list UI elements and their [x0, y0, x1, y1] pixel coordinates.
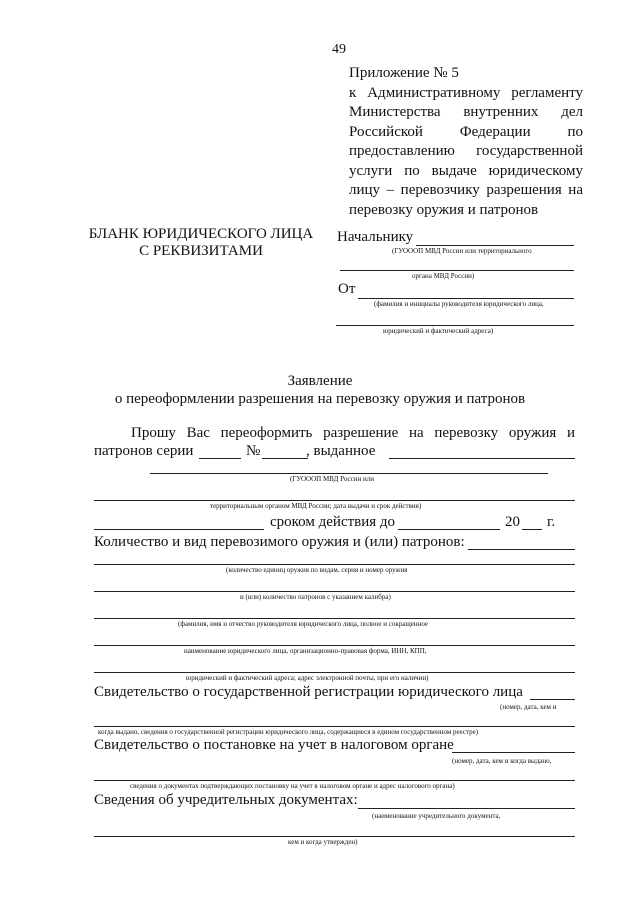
founding-field-line-2[interactable]	[94, 836, 575, 837]
caption-head-2: наименование юридического лица, организационно-правовая форма, ИНН, КПП,	[184, 647, 427, 655]
to-label: Начальнику	[337, 229, 414, 245]
appendix-line: лицу – перевозчику разрешения на	[349, 182, 583, 198]
state-reg-field[interactable]	[530, 699, 575, 700]
caption-founding-2: кем и когда утвержден)	[288, 838, 358, 846]
appendix-line: услуги по выдаче юридическому	[349, 162, 583, 179]
head-field-line-2[interactable]	[94, 645, 575, 646]
year-prefix: 20	[505, 514, 520, 530]
appendix-line: Российской Федерации по	[349, 123, 583, 140]
tax-field-line-2[interactable]	[94, 780, 575, 781]
blank-line-2: С РЕКВИЗИТАМИ	[139, 243, 263, 259]
statement-title: Заявление	[287, 373, 353, 389]
caption-head-3: юридический и фактический адреса; адрес электронной почты, при его наличии)	[186, 674, 429, 682]
issued-label: , выданное	[306, 443, 376, 459]
head-field-line-1[interactable]	[94, 618, 575, 619]
validity-date-field[interactable]	[398, 529, 500, 530]
caption-tax-1: (номер, дата, кем и когда выдано,	[452, 757, 552, 765]
request-text: Прошу Вас переоформить разрешение на перевозку оружия и	[131, 425, 575, 441]
from-field-line-2[interactable]	[336, 325, 574, 326]
from-label: От	[338, 281, 356, 297]
from-caption-2: юридический и фактический адреса)	[383, 327, 494, 335]
blank-line-1: БЛАНК ЮРИДИЧЕСКОГО ЛИЦА	[88, 226, 314, 242]
caption-tax-2: сведения о документах подтверждающих постановку на учет в налоговом органе и адрес налогового органа)	[130, 782, 455, 790]
appendix-line: к Административному регламенту	[349, 84, 583, 101]
weapons-field-line-2[interactable]	[94, 564, 575, 565]
to-field-line-2[interactable]	[340, 270, 574, 271]
appendix-block	[349, 64, 583, 220]
weapons-label: Количество и вид перевозимого оружия и (или) патронов:	[94, 534, 465, 550]
founding-field[interactable]	[358, 808, 575, 809]
from-caption-1: (фамилия и инициалы руководителя юридического лица,	[374, 300, 544, 308]
caption-weapons-1: (количество единиц оружия по видам, серия и номер оружия	[226, 566, 408, 574]
validity-prefix-field[interactable]	[94, 529, 264, 530]
caption-weapons-2: и (или) количество патронов с указанием калибра)	[240, 593, 391, 601]
number-label: №	[246, 443, 261, 459]
to-caption-1: (ГУОООП МВД России или территориального	[392, 247, 532, 255]
page-number: 49	[332, 42, 346, 57]
caption-state-reg-1: (номер, дата, кем и	[500, 703, 557, 711]
number-field[interactable]	[262, 458, 308, 459]
tax-field[interactable]	[452, 752, 575, 753]
year-field[interactable]	[522, 529, 542, 530]
from-field-line[interactable]	[358, 298, 574, 299]
head-field-line-3[interactable]	[94, 672, 575, 673]
state-reg-label: Свидетельство о государственной регистрации юридического лица	[94, 684, 523, 700]
to-caption-2: органа МВД России)	[412, 272, 475, 280]
caption-territorial: территориальным органом МВД России; дата выдачи и срок действия)	[210, 502, 422, 510]
validity-label: сроком действия до	[270, 514, 396, 530]
appendix-line: Министерства внутренних дел	[349, 104, 583, 120]
appendix-line: предоставлению государственной	[349, 143, 583, 159]
to-field-line[interactable]	[416, 245, 574, 246]
caption-head-1: (фамилия, имя и отчество руководителя юридического лица, полное и сокращенное	[178, 620, 429, 628]
appendix-line: перевозку оружия и патронов	[349, 201, 539, 218]
caption-state-reg-2: когда выдано, сведения о государственной регистрации юридического лица, содержащиеся в едином государственном реестре)	[98, 728, 479, 736]
issued-field[interactable]	[389, 458, 575, 459]
year-suffix: г.	[547, 514, 556, 530]
tax-label: Свидетельство о постановке на учет в налоговом органе	[94, 737, 454, 753]
series-field[interactable]	[199, 458, 241, 459]
series-label: патронов серии	[94, 443, 194, 459]
weapons-field[interactable]	[468, 549, 575, 550]
appendix-title: Приложение № 5	[349, 65, 459, 81]
founding-label: Сведения об учредительных документах:	[94, 792, 358, 808]
caption-founding-1: (наименование учредительного документа,	[372, 812, 501, 820]
statement-subtitle: о переоформлении разрешения на перевозку оружия и патронов	[114, 391, 526, 407]
weapons-field-line-3[interactable]	[94, 591, 575, 592]
caption-guooop: (ГУОООП МВД России или	[290, 475, 374, 483]
issued-field-line-3[interactable]	[94, 500, 575, 501]
issued-field-line-2[interactable]	[150, 473, 548, 474]
state-reg-field-line-2[interactable]	[94, 726, 575, 727]
